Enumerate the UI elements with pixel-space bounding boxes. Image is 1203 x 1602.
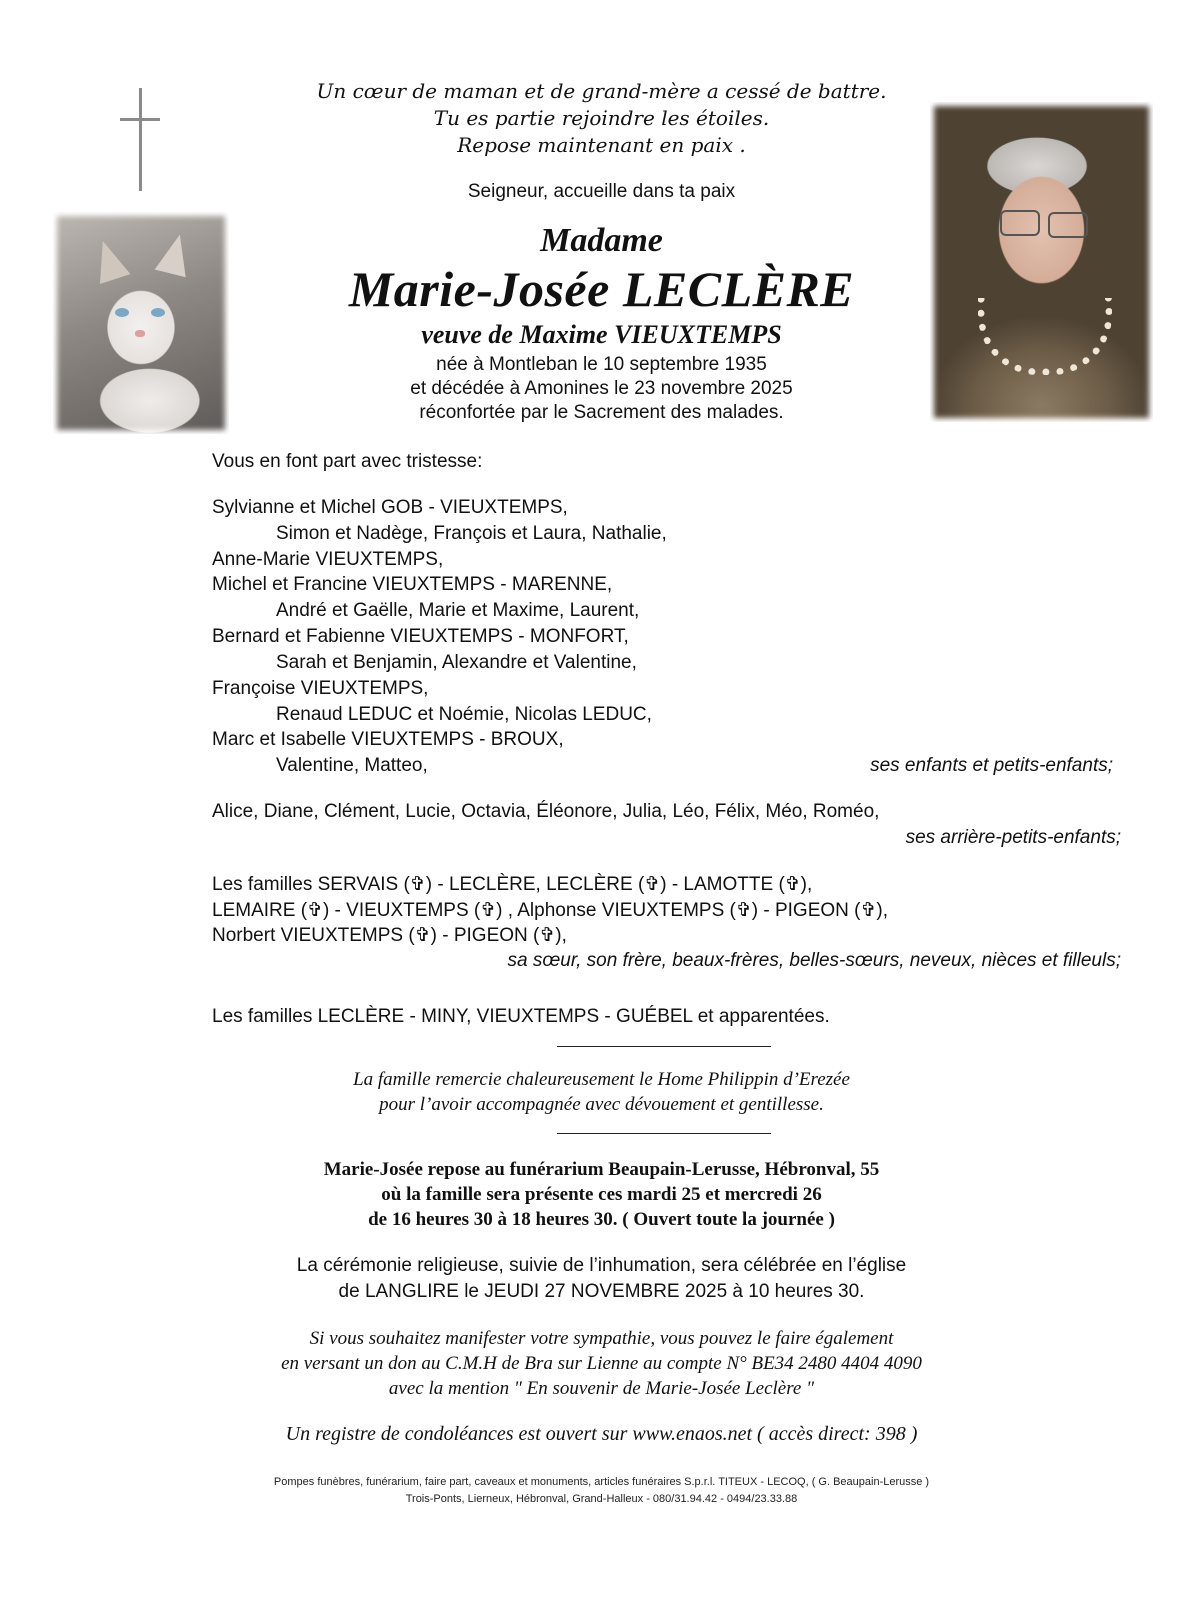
divider-2 bbox=[557, 1133, 771, 1134]
family-line-9: Renaud LEDUC et Noémie, Nicolas LEDUC, bbox=[276, 704, 652, 725]
verse-line-1: Un cœur de maman et de grand-mère a cessé de battre. bbox=[316, 79, 887, 103]
death-line: et décédée à Amonines le 23 novembre 2025 bbox=[410, 378, 793, 399]
widow-line: veuve de Maxime VIEUXTEMPS bbox=[421, 320, 782, 349]
ceremony-block bbox=[0, 1253, 1203, 1305]
family-line-5: André et Gaëlle, Marie et Maxime, Laurent, bbox=[276, 600, 640, 621]
family-line-6: Bernard et Fabienne VIEUXTEMPS - MONFORT, bbox=[212, 626, 629, 647]
sacrament-line: réconfortée par le Sacrement des malades. bbox=[419, 402, 784, 423]
ceremony-line-2: de LANGLIRE le JEUDI 27 NOVEMBRE 2025 à 10 heures 30. bbox=[338, 1281, 865, 1302]
funerarium-block bbox=[0, 1157, 1203, 1232]
family-line-3: Anne-Marie VIEUXTEMPS, bbox=[212, 549, 444, 570]
footer-line-1: Pompes funèbres, funérarium, faire part, caveaux et monuments, articles funéraires S.p.r.l. TITEUX - LECOQ, ( G. Beaupain-Lerusse ) bbox=[273, 1476, 930, 1488]
donation-line-1: Si vous souhaitez manifester votre sympathie, vous pouvez le faire également bbox=[309, 1328, 894, 1349]
verse bbox=[0, 78, 1203, 159]
dates-block bbox=[0, 353, 1203, 425]
siblings-line-2: LEMAIRE (✞) - VIEUXTEMPS (✞) , Alphonse VIEUXTEMPS (✞) - PIGEON (✞), bbox=[212, 900, 889, 921]
family-line-8: Françoise VIEUXTEMPS, bbox=[212, 678, 429, 699]
donation-line-2: en versant un don au C.M.H de Bra sur Lienne au compte N° BE34 2480 4404 4090 bbox=[281, 1353, 922, 1374]
family-line-4: Michel et Francine VIEUXTEMPS - MARENNE, bbox=[212, 574, 613, 595]
funerarium-line-2: où la famille sera présente ces mardi 25 et mercredi 26 bbox=[381, 1184, 822, 1205]
condolence-register: Un registre de condoléances est ouvert sur www.enaos.net ( accès direct: 398 ) bbox=[285, 1423, 918, 1445]
verse-line-2: Tu es partie rejoindre les étoiles. bbox=[433, 106, 770, 130]
siblings-caption: sa sœur, son frère, beaux-frères, belles-sœurs, neveux, nièces et filleuls; bbox=[507, 950, 1121, 971]
family-line-2: Simon et Nadège, François et Laura, Nathalie, bbox=[276, 523, 667, 544]
prayer-line: Seigneur, accueille dans ta paix bbox=[467, 181, 736, 202]
footer bbox=[0, 1474, 1203, 1508]
siblings-line-1: Les familles SERVAIS (✞) - LECLÈRE, LECLÈRE (✞) - LAMOTTE (✞), bbox=[212, 874, 813, 895]
verse-line-3: Repose maintenant en paix . bbox=[457, 133, 746, 157]
family-line-10: Marc et Isabelle VIEUXTEMPS - BROUX, bbox=[212, 729, 564, 750]
funerarium-line-3: de 16 heures 30 à 18 heures 30. ( Ouvert toute la journée ) bbox=[368, 1209, 835, 1230]
family-line-11: Valentine, Matteo, bbox=[276, 755, 428, 776]
thanks-block bbox=[0, 1067, 1203, 1117]
great-grandchildren-line: Alice, Diane, Clément, Lucie, Octavia, Éléonore, Julia, Léo, Félix, Méo, Roméo, bbox=[212, 801, 880, 822]
family-line-7: Sarah et Benjamin, Alexandre et Valentine, bbox=[276, 652, 637, 673]
siblings-line-3: Norbert VIEUXTEMPS (✞) - PIGEON (✞), bbox=[212, 925, 567, 946]
ceremony-line-1: La cérémonie religieuse, suivie de l’inhumation, sera célébrée en l’église bbox=[296, 1255, 907, 1276]
related-families: Les familles LECLÈRE - MINY, VIEUXTEMPS - GUÉBEL et apparentées. bbox=[212, 1006, 830, 1027]
great-grandchildren-caption: ses arrière-petits-enfants; bbox=[905, 827, 1121, 848]
donation-line-3: avec la mention " En souvenir de Marie-Josée Leclère " bbox=[388, 1378, 815, 1399]
funerarium-line-1: Marie-Josée repose au funérarium Beaupain-Lerusse, Hébronval, 55 bbox=[323, 1159, 880, 1180]
thanks-line-1: La famille remercie chaleureusement le Home Philippin d’Erezée bbox=[353, 1069, 850, 1090]
children-caption: ses enfants et petits-enfants; bbox=[870, 755, 1113, 776]
announcement: Vous en font part avec tristesse: bbox=[212, 451, 483, 472]
deceased-title: Madame bbox=[540, 222, 663, 259]
family-line-1: Sylvianne et Michel GOB - VIEUXTEMPS, bbox=[212, 497, 568, 518]
donation-block bbox=[0, 1326, 1203, 1401]
divider-1 bbox=[557, 1046, 771, 1047]
thanks-line-2: pour l’avoir accompagnée avec dévouement et gentillesse. bbox=[379, 1094, 824, 1115]
deceased-name: Marie-Josée LECLÈRE bbox=[348, 261, 855, 317]
birth-line: née à Montleban le 10 septembre 1935 bbox=[436, 354, 767, 375]
footer-line-2: Trois-Ponts, Lierneux, Hébronval, Grand-Halleux - 080/31.94.42 - 0494/23.33.88 bbox=[405, 1493, 798, 1505]
